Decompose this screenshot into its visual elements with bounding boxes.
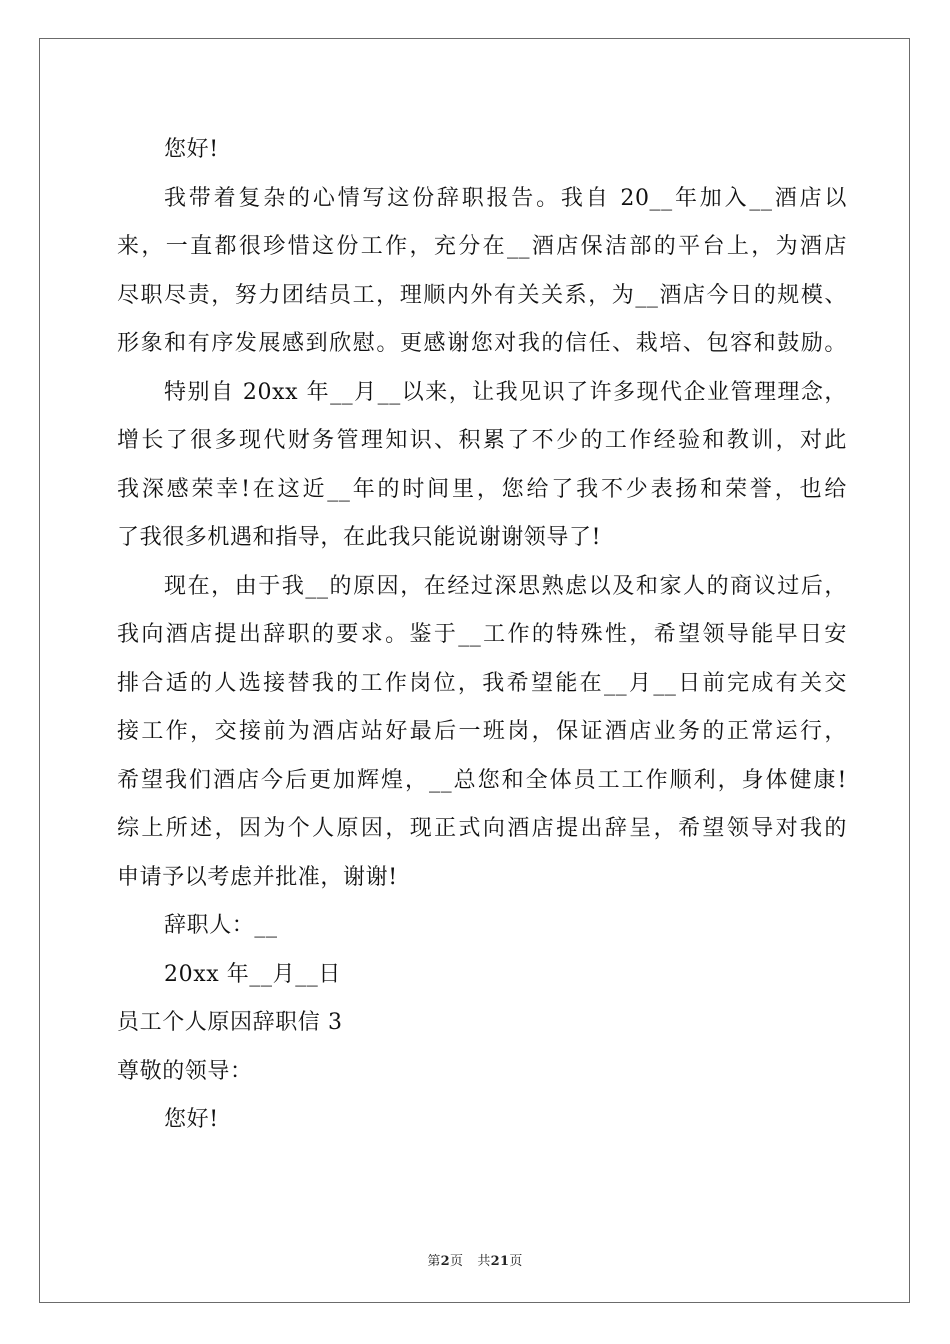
date-line: 20xx 年__月__日: [164, 961, 342, 987]
total-suffix: 页: [509, 1254, 523, 1269]
page-suffix: 页: [450, 1254, 464, 1269]
paragraph-line: 申请予以考虑并批准，谢谢!: [117, 864, 398, 890]
paragraph-line: 形象和有序发展感到欣慰。更感谢您对我的信任、栽培、包容和鼓励。: [117, 331, 847, 356]
salutation-line: 尊敬的领导：: [117, 1058, 253, 1084]
paragraph-line: 了我很多机遇和指导，在此我只能说谢谢领导了!: [117, 525, 602, 550]
total-prefix: 共: [477, 1254, 491, 1269]
page-number: 2: [440, 1254, 451, 1269]
paragraph-line: 我深感荣幸!在这近__年的时间里，您给了我不少表扬和荣誉，也给: [117, 476, 847, 502]
page-footer: [0, 1250, 950, 1269]
paragraph-line: 增长了很多现代财务管理知识、积累了不少的工作经验和教训，对此: [117, 428, 847, 453]
paragraph-line: 来，一直都很珍惜这份工作，充分在__酒店保洁部的平台上，为酒店: [117, 234, 847, 259]
paragraph-line: 综上所述，因为个人原因，现正式向酒店提出辞呈，希望领导对我的: [117, 816, 847, 841]
page-prefix: 第: [427, 1254, 441, 1269]
paragraph-line: 排合适的人选接替我的工作岗位，我希望能在__月__日前完成有关交: [117, 670, 847, 696]
paragraph-line: 希望我们酒店今后更加辉煌，__总您和全体员工工作顺利，身体健康!: [117, 767, 847, 793]
paragraph-line: 尽职尽责，努力团结员工，理顺内外有关关系，为__酒店今日的规模、: [117, 282, 847, 308]
greeting-line: 您好!: [164, 137, 219, 162]
paragraph-line: 我带着复杂的心情写这份辞职报告。我自 20__年加入__酒店以: [164, 185, 847, 211]
section-title: 员工个人原因辞职信 3: [117, 1010, 343, 1035]
signature-line: 辞职人：__: [164, 913, 278, 938]
total-pages: 21: [490, 1254, 510, 1269]
greeting-line: 您好!: [164, 1107, 219, 1132]
document-body: [117, 126, 847, 1145]
paragraph-line: 接工作，交接前为酒店站好最后一班岗，保证酒店业务的正常运行，: [117, 719, 847, 744]
paragraph-line: 特别自 20xx 年__月__以来，让我见识了许多现代企业管理理念，: [164, 379, 847, 405]
paragraph-line: 我向酒店提出辞职的要求。鉴于__工作的特殊性，希望领导能早日安: [117, 622, 847, 647]
paragraph-line: 现在，由于我__的原因，在经过深思熟虑以及和家人的商议过后，: [164, 573, 847, 599]
